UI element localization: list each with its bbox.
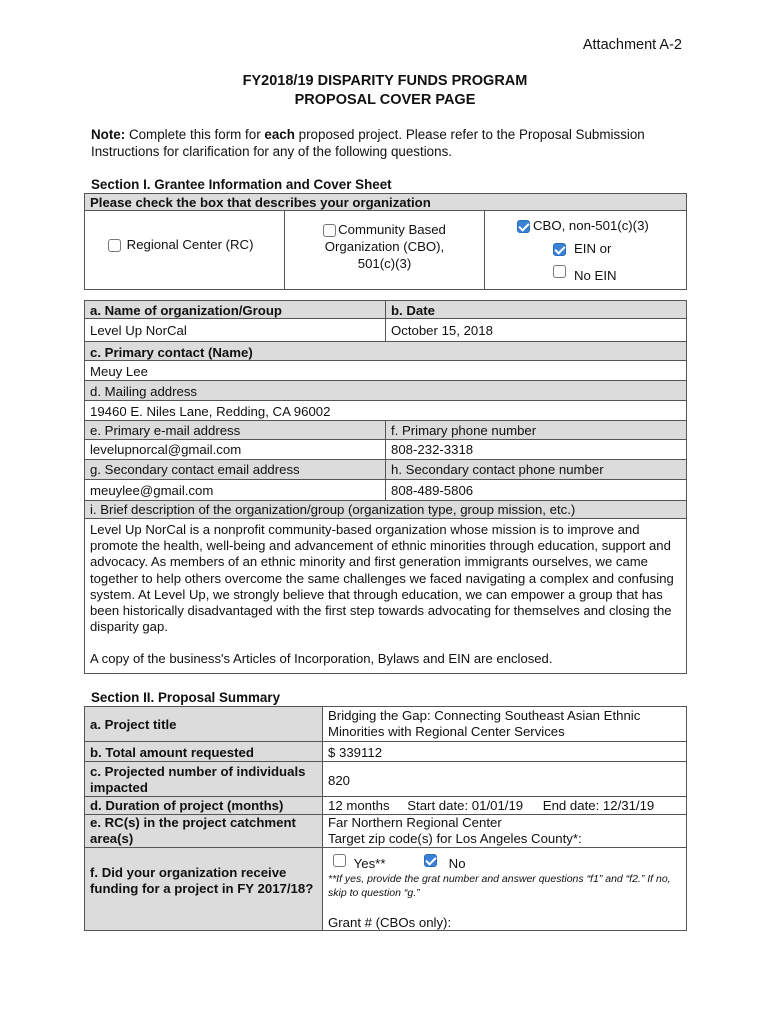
description-label: i. Brief description of the organization/group (organization type, group mission, etc.) <box>84 500 687 519</box>
instructions-note <box>91 126 691 160</box>
org-type-non501-cell <box>484 210 687 290</box>
primary-contact-label: c. Primary contact (Name) <box>84 341 687 361</box>
project-title-label: a. Project title <box>84 706 323 742</box>
description-text: Level Up NorCal is a nonprofit community-based organization whose mission is to improve and promote the health, well-being and advancement of ethnic minorities through education, support and advocacy. As members of an ethnic minority and first generation immigrants ourselves, we came together to help others overcome the same challenges we faced navigating a complex and confusing system. At Level Up, we strongly believe that through education, we can empower a group that has been historically disadvantaged with the first step towards advocating for themselves and closing the disparity gap. <box>90 522 674 635</box>
rc-catchment-value[interactable] <box>322 814 687 848</box>
org-name-value[interactable]: Level Up NorCal <box>84 318 386 342</box>
ein-checkbox[interactable] <box>553 243 566 256</box>
primary-email-value[interactable]: levelupnorcal@gmail.com <box>84 439 386 460</box>
start-date: Start date: 01/01/19 <box>407 798 524 813</box>
duration-value[interactable] <box>322 796 687 815</box>
individuals-value[interactable]: 820 <box>322 761 687 797</box>
duration-label: d. Duration of project (months) <box>84 796 323 815</box>
org-type-heading: Please check the box that describes your organization <box>84 193 687 211</box>
grant-number-label[interactable]: Grant # (CBOs only): <box>328 915 452 930</box>
individuals-label: c. Projected number of individuals impacted <box>84 761 323 797</box>
cbo-option-label-2: Organization (CBO), <box>324 239 445 254</box>
non501-option-label: CBO, non-501(c)(3) <box>533 218 649 233</box>
section1-heading: Section I. Grantee Information and Cover Sheet <box>91 177 392 192</box>
note-text-a: Complete this form for <box>125 127 265 142</box>
prior-funding-value <box>322 847 687 931</box>
zip-codes: Target zip code(s) for Los Angeles County*: <box>328 831 582 846</box>
rc-option-label: Regional Center (RC) <box>126 237 254 252</box>
secondary-email-label: g. Secondary contact email address <box>84 459 386 480</box>
funding-instructions: **If yes, provide the grat number and answer questions “f1” and “f2.” If no, skip to question “g.” <box>328 873 671 899</box>
org-name-label: a. Name of organization/Group <box>84 300 386 319</box>
prior-funding-label: f. Did your organization receive funding for a project in FY 2017/18? <box>84 847 323 931</box>
funding-no-checkbox[interactable] <box>424 854 437 867</box>
secondary-email-value[interactable]: meuylee@gmail.com <box>84 479 386 501</box>
project-title-value[interactable]: Bridging the Gap: Connecting Southeast Asian Ethnic Minorities with Regional Center Services <box>322 706 687 742</box>
description-enclosure-note: A copy of the business's Articles of Incorporation, Bylaws and EIN are enclosed. <box>90 651 553 667</box>
mailing-address-label: d. Mailing address <box>84 380 687 401</box>
rc-name: Far Northern Regional Center <box>328 815 502 830</box>
cbo-501c3-checkbox[interactable] <box>323 224 336 237</box>
cbo-option-label-3: 501(c)(3) <box>357 256 412 271</box>
funding-no-label: No <box>448 856 466 871</box>
note-text-b: proposed project. Please refer to the Proposal Submission Instructions for clarification for any of the following questions. <box>91 127 645 159</box>
secondary-phone-label: h. Secondary contact phone number <box>385 459 687 480</box>
end-date: End date: 12/31/19 <box>542 798 655 813</box>
mailing-address-value[interactable]: 19460 E. Niles Lane, Redding, CA 96002 <box>84 400 687 421</box>
amount-value[interactable]: $ 339112 <box>322 741 687 762</box>
description-field[interactable] <box>84 518 687 674</box>
amount-label: b. Total amount requested <box>84 741 323 762</box>
org-type-cbo-cell <box>284 210 485 290</box>
attachment-label: Attachment A-2 <box>582 37 682 53</box>
date-label: b. Date <box>385 300 687 319</box>
secondary-phone-value[interactable]: 808-489-5806 <box>385 479 687 501</box>
rc-catchment-label: e. RC(s) in the project catchment area(s) <box>84 814 323 848</box>
note-label: Note: <box>91 127 126 142</box>
funding-yes-checkbox[interactable] <box>333 854 346 867</box>
section2-heading: Section II. Proposal Summary <box>91 690 281 705</box>
form-subtitle: PROPOSAL COVER PAGE <box>294 92 476 108</box>
cbo-non501-checkbox[interactable] <box>517 220 530 233</box>
form-title: FY2018/19 DISPARITY FUNDS PROGRAM <box>242 73 528 89</box>
primary-email-label: e. Primary e-mail address <box>84 420 386 440</box>
cbo-option-label-1: Community Based <box>338 222 446 237</box>
primary-contact-value[interactable]: Meuy Lee <box>84 360 687 381</box>
org-type-rc-cell <box>84 210 285 290</box>
primary-phone-value[interactable]: 808-232-3318 <box>385 439 687 460</box>
rc-checkbox[interactable] <box>108 239 121 252</box>
funding-yes-label: Yes** <box>353 856 386 871</box>
no-ein-checkbox[interactable] <box>553 265 566 278</box>
ein-option-label: EIN or <box>574 241 612 256</box>
duration-months: 12 months <box>328 798 390 813</box>
primary-phone-label: f. Primary phone number <box>385 420 687 440</box>
note-emphasis: each <box>264 127 295 142</box>
date-value[interactable]: October 15, 2018 <box>385 318 687 342</box>
no-ein-option-label: No EIN <box>574 268 617 283</box>
